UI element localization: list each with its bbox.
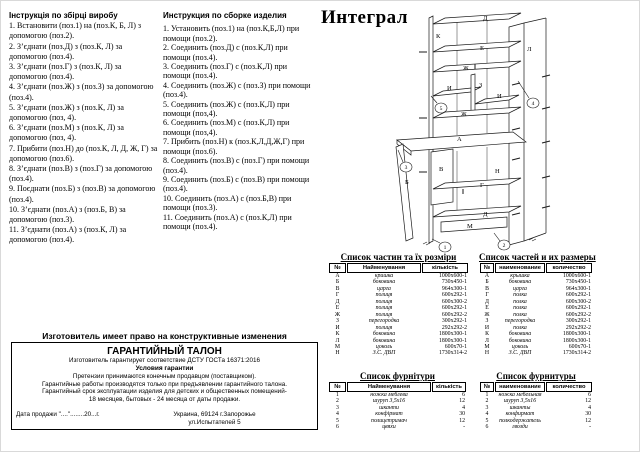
hardware-qty: - <box>589 424 591 431</box>
hardware-name: конфирмат <box>505 411 535 418</box>
diagram-label-i1: И <box>447 85 452 92</box>
diagram-label-g: Г <box>480 182 484 189</box>
hardware-number: 3 <box>485 404 489 411</box>
instruction-item: 10. З’єднати (поз.А) з (поз.Б, В) за допомогою (поз.3). <box>9 204 126 225</box>
callout-3: 3 <box>404 165 408 171</box>
hardware-name: полкодержатель <box>499 417 541 424</box>
hardware-name: цвяхи <box>382 424 396 431</box>
part-letter: Д <box>485 298 489 305</box>
part-letter: В <box>335 285 340 292</box>
part-name: цоколь <box>511 343 529 350</box>
col-header-name: Найменування <box>347 382 431 392</box>
part-name: З.С. ДВП <box>372 350 396 357</box>
manufacturer-address <box>157 411 272 426</box>
diagram-label-l: Л <box>527 46 532 53</box>
part-size-qty: 1730х314-2 <box>562 350 591 357</box>
col-header-qty: количество <box>546 382 592 392</box>
instruction-item: 2. Соединить (поз.Д) с (поз.К,Л) при помощи (поз.4). <box>163 43 288 62</box>
hardware-number: 4 <box>485 411 489 418</box>
part-size-qty: 600х292-2 <box>565 311 591 318</box>
part-letter: Ж <box>334 311 341 318</box>
diagram-label-i2: И <box>497 93 502 100</box>
part-letter: И <box>335 324 340 331</box>
part-letter: Д <box>335 298 340 305</box>
parts-table-ua-title: Список частин та їх розміри <box>340 252 457 262</box>
callout-1: 1 <box>443 245 447 251</box>
part-size-qty: 600х300-2 <box>441 298 467 305</box>
hardware-name: ножка меблева <box>370 392 408 398</box>
part-letter: З <box>485 318 489 325</box>
hardware-name: шканти <box>379 404 399 411</box>
part-letter: Л <box>485 337 489 344</box>
part-name: перегородка <box>368 318 400 325</box>
part-letter: Л <box>335 337 340 344</box>
instruction-item: 11. Соединить (поз.А) с (поз.К,Л) при помощи (поз.4). <box>163 212 292 231</box>
instruction-item: 8. З’єднати (поз.В) з (поз.Г) за допомогою (поз.4). <box>9 164 153 184</box>
instruction-item: 9. Поєднати (поз.Б) з (поз.В) за допомогою (поз.4). <box>9 184 156 204</box>
part-name: полка <box>513 292 527 299</box>
diagram-label-zh2: Ж <box>461 111 467 118</box>
hardware-qty: 12 <box>459 417 465 424</box>
part-name: полка <box>513 324 527 331</box>
part-letter: Г <box>335 292 340 299</box>
warranty-condition-line: Гарантийные работы производятся только при предъявлении гарантийного талона. <box>42 380 287 388</box>
part-size-qty: 600х300-2 <box>565 298 591 305</box>
product-title: Интеграл <box>321 7 409 28</box>
part-letter: Б <box>485 279 489 286</box>
part-letter: В <box>485 285 489 292</box>
part-size-qty: 300х292-1 <box>565 318 591 325</box>
part-letter: М <box>334 343 341 350</box>
ru-instruction-list <box>163 24 315 231</box>
callout-4: 4 <box>531 101 535 107</box>
part-size-qty: 730х450-1 <box>441 279 467 286</box>
hardware-number: 2 <box>485 398 489 405</box>
part-name: боковина <box>372 331 396 338</box>
hardware-name: полицетримач <box>371 417 407 424</box>
hardware-qty: 30 <box>585 411 591 418</box>
hardware-number: 6 <box>336 424 339 431</box>
instruction-item: 5. З’єднати (поз.Ж) з (поз.К, Л) за допомогою (поз, 4). <box>9 102 124 123</box>
instruction-item: 1. Установить (поз.1) на (поз.К,Б,Л) при помощи (поз.2). <box>163 24 300 43</box>
part-size-qty: 964х300-1 <box>565 285 591 292</box>
part-letter: Г <box>485 292 489 299</box>
diagram-label-zh1: Ж <box>463 65 469 72</box>
part-letter: И <box>484 324 490 331</box>
diagram-label-z: З <box>479 82 483 89</box>
hardware-name: конфірмат <box>375 411 403 418</box>
part-name: кришка <box>374 273 394 279</box>
col-header-num: № <box>329 382 346 392</box>
instruction-item: 8. Соединить (поз.В) с (поз.Г) при помощи (поз.4). <box>163 156 310 175</box>
instruction-item: 3. Соединить (поз.Г) с (поз.К,Л) при помощи (поз.4). <box>163 62 287 81</box>
instruction-item: 6. З’єднати (поз.М) з (поз.К, Л) за допомогою (поз, 4). <box>9 123 124 143</box>
warranty-title: ГАРАНТИЙНЫЙ ТАЛОН <box>107 346 222 357</box>
col-header-num: № <box>480 382 494 392</box>
col-header-qty: кількість <box>422 263 468 273</box>
hardware-table-ru <box>479 371 593 431</box>
part-letter: Б <box>335 279 340 286</box>
col-header-name: Найменування <box>347 263 421 273</box>
ru-instructions <box>163 11 315 231</box>
manufacturer-note: Изготовитель имеет право на конструктивные изменения <box>42 331 287 341</box>
ua-instruction-list <box>9 21 160 245</box>
part-size-qty: 1730х314-2 <box>438 350 467 357</box>
part-letter: М <box>484 343 490 350</box>
warranty-condition-line: Претензии принимаются конечным продавцом (поставщиком). <box>72 372 257 380</box>
instruction-item: 4. З’єднати (поз.Ж) з (поз.З) за допомогою (поз.4). <box>9 82 154 102</box>
hardware-qty: 4 <box>462 404 465 411</box>
part-name: полка <box>513 298 527 305</box>
part-size-qty: 600х292-1 <box>565 305 591 312</box>
instruction-item: 9. Соединить (поз.Б) с (поз.В) при помощи (поз.4). <box>163 174 310 194</box>
assembly-diagram <box>387 9 565 257</box>
diagram-label-v: В <box>439 166 444 173</box>
diagram-label-e: Е <box>480 45 484 52</box>
hardware-name: шуруп 3,5х16 <box>372 398 406 405</box>
hardware-number: 5 <box>485 417 489 424</box>
hardware-row <box>480 424 592 430</box>
col-header-name: наименование <box>495 382 545 392</box>
warranty-card <box>11 342 318 430</box>
part-letter: З <box>336 318 339 325</box>
part-row <box>480 350 592 356</box>
part-size-qty: 600х70-1 <box>444 343 467 350</box>
part-name: полиця <box>375 292 393 299</box>
instruction-item: 5. Соединить (поз.Ж) с (поз.К,Л) при помощи (поз,4). <box>163 99 290 119</box>
part-size-qty: 1800х300-1 <box>438 337 467 344</box>
part-letter: К <box>485 331 489 338</box>
part-size-qty: 292х292-2 <box>441 324 467 331</box>
diagram-label-d-bottom: Д <box>483 211 488 218</box>
warranty-guarantee-line: Изготовитель гарантирует соответствие ДСТУ ГОСТа 16371:2016 <box>69 357 260 364</box>
part-name: боковина <box>508 331 532 338</box>
hardware-name: ножка мебельная <box>498 392 542 398</box>
hardware-number: 2 <box>336 398 339 405</box>
ua-instructions <box>9 11 160 246</box>
warranty-conditions <box>12 373 317 404</box>
part-row <box>329 350 468 356</box>
part-name: полка <box>513 311 527 318</box>
instruction-item: 3. З’єднати (поз.Г) з (поз.К, Л) за допомогою (поз.4). <box>9 62 122 82</box>
part-name: царга <box>513 285 527 292</box>
hardware-qty: 6 <box>462 392 465 398</box>
part-size-qty: 1000х600-1 <box>438 273 467 279</box>
hardware-table-ua <box>328 371 467 431</box>
hardware-qty: 6 <box>588 392 591 398</box>
part-size-qty: 600х292-1 <box>441 305 467 312</box>
hardware-qty: 4 <box>588 404 591 411</box>
hardware-number: 3 <box>336 404 339 411</box>
hardware-qty: 12 <box>459 398 465 405</box>
address-line-1: Украина, 69124 г.Запорожье <box>173 411 256 418</box>
part-size-qty: 1800х300-1 <box>438 331 467 338</box>
part-size-qty: 1800х300-1 <box>562 331 591 338</box>
address-line-2: ул.Испытателей 5 <box>188 418 241 426</box>
part-name: полиця <box>375 305 393 312</box>
part-name: полиця <box>375 324 393 331</box>
col-header-num: № <box>480 263 494 273</box>
hardware-qty: 12 <box>585 417 591 424</box>
col-header-qty: количество <box>546 263 592 273</box>
hardware-number: 4 <box>336 411 339 418</box>
warranty-condition-line: Гарантийный срок эксплуатации изделия для детских и общественных помещений- <box>42 388 287 396</box>
part-name: З.С. ДВП <box>508 350 532 357</box>
hardware-table-ru-title: Список фурнитуры <box>496 371 576 381</box>
part-size-qty: 600х292-1 <box>441 292 467 299</box>
diagram-label-k: К <box>436 33 441 40</box>
hardware-qty: - <box>463 424 465 431</box>
sale-date-line: Дата продажи "...."........20...г. <box>16 411 100 418</box>
part-letter: А <box>335 273 340 279</box>
part-letter: Ж <box>484 311 490 318</box>
part-name: боковина <box>508 279 532 286</box>
part-size-qty: 964х300-1 <box>441 285 467 292</box>
callout-5: 5 <box>439 106 443 112</box>
ru-instructions-title: Инструкция по сборке изделия <box>163 11 287 20</box>
instruction-item: 4. Соединить (поз.Ж) с (поз.З) при помощи (поз.4). <box>163 80 311 100</box>
hardware-row <box>329 424 466 430</box>
instruction-item: 6. Соединить (поз.М) с (поз.К,Л) при помощи (поз,4). <box>163 118 290 137</box>
hardware-number: 5 <box>336 417 339 424</box>
parts-table-ru-title: Список частей и их размеры <box>479 252 596 262</box>
part-size-qty: 1800х300-1 <box>562 337 591 344</box>
part-letter: Н <box>335 350 340 357</box>
part-letter: Е <box>485 305 489 312</box>
diagram-label-d-top: Д <box>483 15 488 22</box>
part-name: полка <box>513 305 527 312</box>
hardware-qty: 12 <box>585 398 591 405</box>
warranty-condition-line: 18 месяцев, бытовых - 24 месяца от даты продажи. <box>88 396 241 404</box>
instruction-item: 11. З’єднати (поз.А) з (поз.К, Л) за допомогою (поз.4). <box>9 225 127 245</box>
part-size-qty: 292х292-2 <box>565 324 591 331</box>
parts-table-ua <box>328 252 469 357</box>
diagram-label-n: Н <box>495 168 500 175</box>
col-header-name: наименование <box>495 263 545 273</box>
instruction-item: 2. З’єднати (поз.Д) з (поз.К, Л) за допомогою (поз.4). <box>9 41 123 61</box>
part-name: боковина <box>372 279 396 286</box>
part-name: боковина <box>508 337 532 344</box>
hardware-name: гвозди <box>512 424 528 431</box>
instruction-item: 7. Прибити (поз.Н) до (поз.К, Л, Д, Ж, Г) за допомогою (поз.6). <box>9 143 158 163</box>
hardware-name: шуруп 3,5х16 <box>503 398 537 405</box>
part-size-qty: 300х292-1 <box>441 318 467 325</box>
part-size-qty: 730х450-1 <box>565 279 591 286</box>
part-size-qty: 600х292-2 <box>441 311 467 318</box>
hardware-qty: 30 <box>459 411 465 418</box>
part-name: перегородка <box>504 318 536 325</box>
diagram-label-a: А <box>457 136 462 143</box>
instruction-item: 10. Соединить (поз.А) с (поз.Б,В) при помощи (поз.3). <box>163 193 292 213</box>
diagram-label-m: М <box>467 223 473 230</box>
part-letter: К <box>335 331 340 338</box>
part-letter: Н <box>484 350 490 357</box>
part-size-qty: 600х292-1 <box>565 292 591 299</box>
hardware-number: 1 <box>336 392 339 398</box>
part-size-qty: 1000х600-1 <box>562 273 591 279</box>
parts-table-ru <box>479 252 596 357</box>
instruction-item: 1. Встановити (поз.1) на (поз.К, Б, Л) з допомогою (поз.2). <box>9 21 142 41</box>
instruction-item: 7. Прибить (поз.Н) к (поз.К,Л,Д,Ж,Г) при помощи (поз.6). <box>163 137 305 156</box>
diagram-label-b: Б <box>405 179 409 186</box>
part-name: боковина <box>372 337 396 344</box>
part-letter: А <box>484 273 490 279</box>
col-header-num: № <box>329 263 346 273</box>
hardware-number: 6 <box>485 424 489 431</box>
part-name: полиця <box>375 298 393 305</box>
part-name: царга <box>377 285 391 292</box>
part-name: полиця <box>375 311 393 318</box>
col-header-qty: кількість <box>432 382 466 392</box>
part-letter: Е <box>335 305 340 312</box>
hardware-number: 1 <box>485 392 489 398</box>
hardware-name: шканты <box>509 404 531 411</box>
callout-2: 2 <box>502 243 506 249</box>
part-name: цоколь <box>375 343 393 350</box>
hardware-table-ua-title: Список фурнітури <box>360 371 435 381</box>
warranty-conditions-title: Условия гарантии <box>135 364 194 372</box>
part-size-qty: 600х70-1 <box>568 343 591 350</box>
ua-instructions-title: Інструкція по збірці виробу <box>9 11 118 20</box>
part-name: крышка <box>510 273 530 279</box>
